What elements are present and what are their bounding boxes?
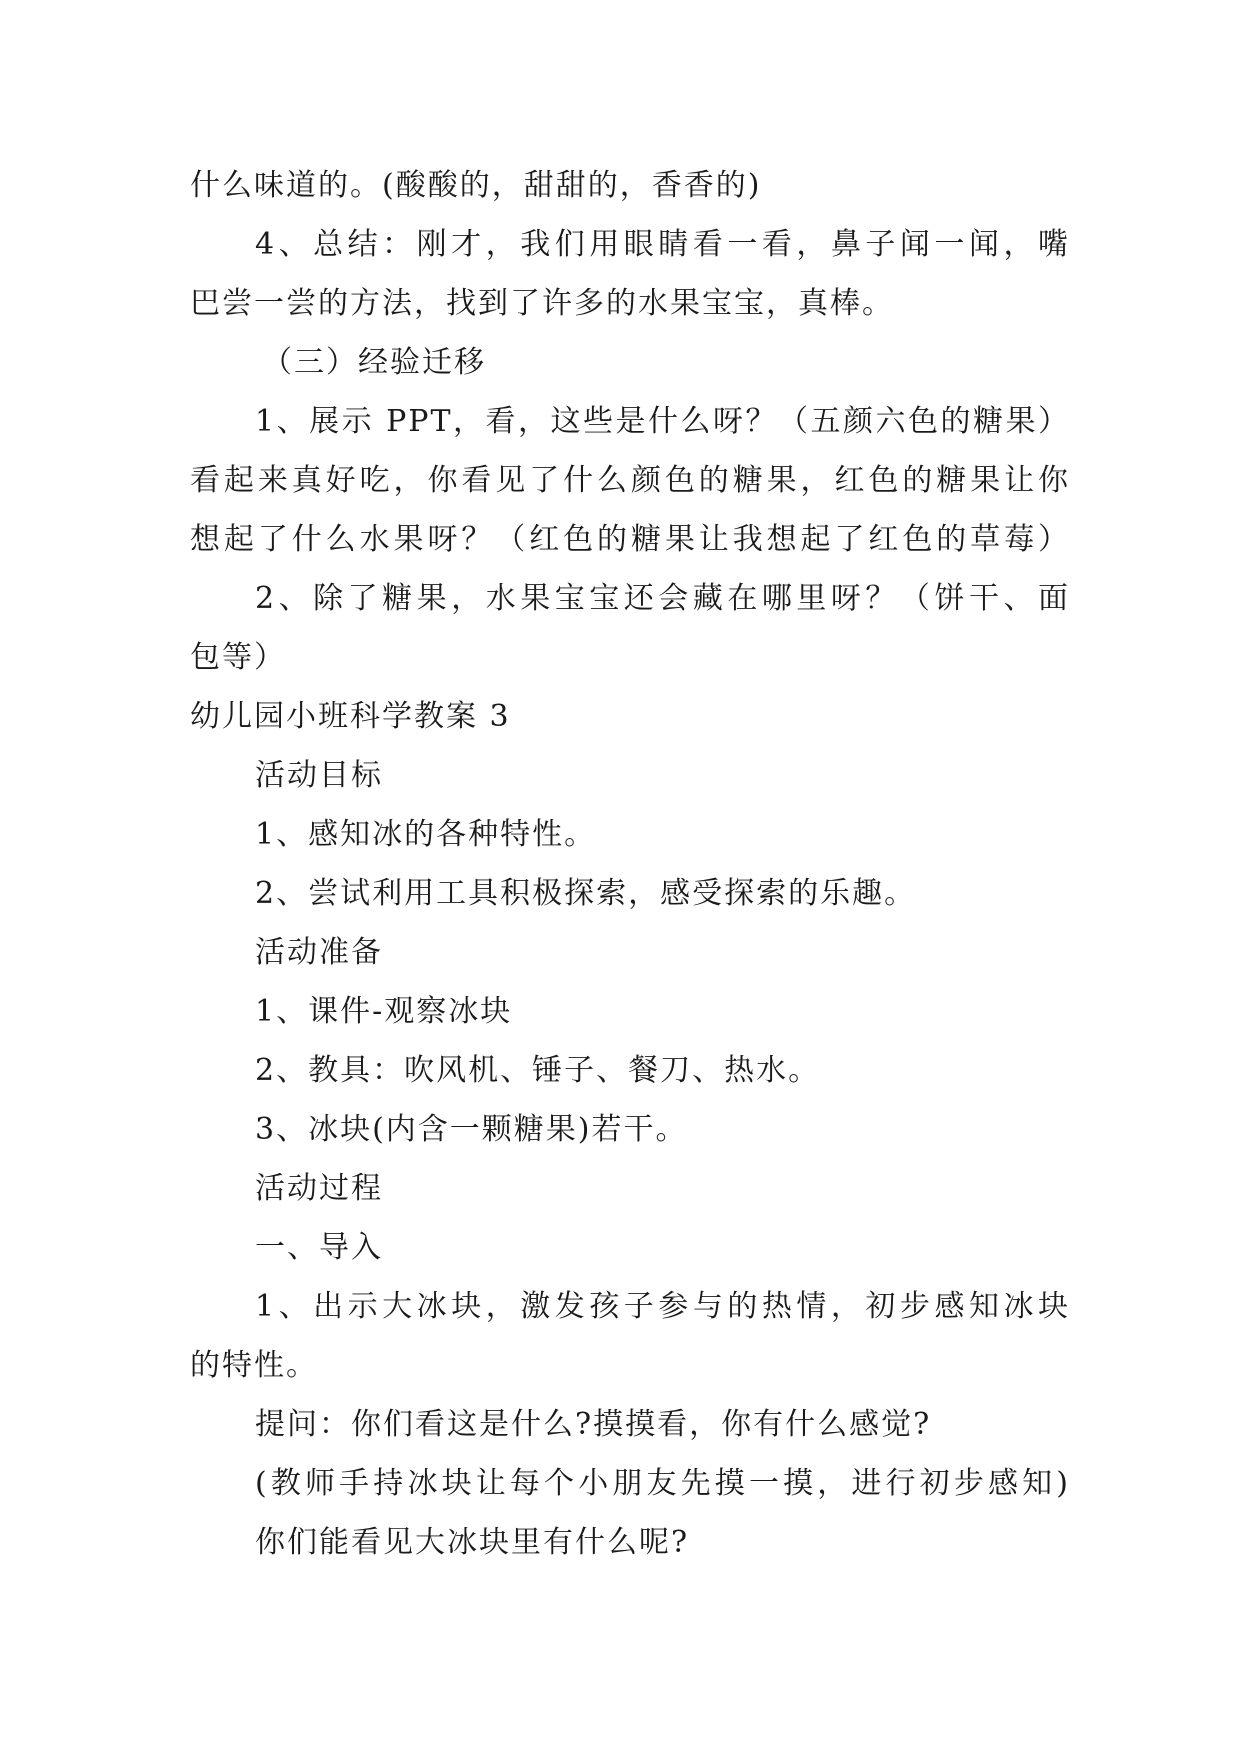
text-line: 什么味道的。(酸酸的，甜甜的，香香的) [190,168,762,203]
text-line: 2、除了糖果，水果宝宝还会藏在哪里呀？（饼干、面 [255,581,1070,616]
section-heading: 活动过程 [255,1171,383,1206]
text-line: 提问：你们看这是什么?摸摸看，你有什么感觉? [255,1407,932,1442]
section-heading: 活动准备 [255,935,383,970]
section-heading: 一、导入 [255,1230,383,1265]
section-heading: （三）经验迁移 [262,345,486,380]
text-line: (教师手持冰块让每个小朋友先摸一摸，进行初步感知) [255,1466,1070,1501]
text-line: 巴尝一尝的方法，找到了许多的水果宝宝，真棒。 [190,286,894,321]
text-line: 2、教具：吹风机、锤子、餐刀、热水。 [255,1053,821,1088]
text-line: 3、冰块(内含一颗糖果)若干。 [255,1112,688,1147]
text-line: 的特性。 [190,1348,318,1383]
document-title: 幼儿园小班科学教案 3 [190,699,511,734]
text-line: 想起了什么水果呀？（红色的糖果让我想起了红色的草莓） [190,522,1070,557]
text-line: 你们能看见大冰块里有什么呢? [255,1525,690,1560]
text-line: 4、总结：刚才，我们用眼睛看一看，鼻子闻一闻，嘴 [255,227,1070,262]
text-line: 1、课件-观察冰块 [255,994,513,1029]
text-line: 1、展示 PPT，看，这些是什么呀？（五颜六色的糖果） [255,404,1070,439]
section-heading: 活动目标 [255,758,383,793]
text-line: 1、出示大冰块，激发孩子参与的热情，初步感知冰块 [255,1289,1070,1324]
text-line: 2、尝试利用工具积极探索，感受探索的乐趣。 [255,876,917,911]
text-line: 看起来真好吃，你看见了什么颜色的糖果，红色的糖果让你 [190,463,1070,498]
text-line: 包等） [190,640,286,675]
text-line: 1、感知冰的各种特性。 [255,817,597,852]
